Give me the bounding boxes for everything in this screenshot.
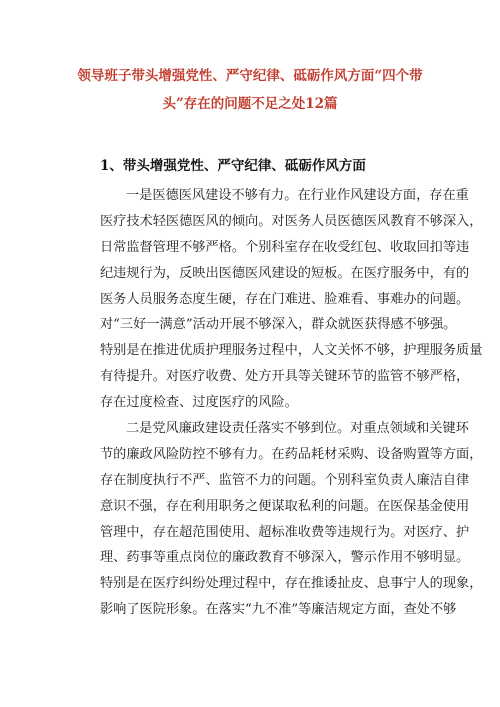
paragraph-1-line-3: 日常监督管理不够严格。个别科室存在收受红包、收取回扣等违: [100, 239, 470, 255]
paragraph-1-line-6: 对“三好一满意”活动开展不够深入，群众就医获得感不够强。: [100, 317, 457, 333]
paragraph-1-line-9: 存在过度检查、过度医疗的风险。: [100, 395, 298, 411]
paragraph-1-line-7: 特别是在推进优质护理服务过程中，人文关怀不够，护理服务质量: [100, 343, 483, 359]
paragraph-2-line-5: 管理中，存在超范围使用、超标准收费等违规行为。对医疗、护: [100, 524, 470, 540]
document-title-line-1: 领导班子带头增强党性、严守纪律、砥砺作风方面“四个带: [77, 68, 423, 84]
paragraph-2-line-6: 理、药事等重点岗位的廉政教育不够深入，警示作用不够明显。: [100, 550, 470, 566]
document-title: [60, 62, 440, 118]
paragraph-1-line-8: 有待提升。对医疗收费、处方开具等关键环节的监管不够严格，: [100, 369, 470, 385]
document-body: [100, 183, 483, 623]
section-1-heading: 1、带头增强党性、严守纪律、砥砺作风方面: [100, 158, 366, 174]
paragraph-1-line-2: 医疗技术轻医德医风的倾向。对医务人员医德医风教育不够深入，: [100, 213, 483, 229]
paragraph-1-line-5: 医务人员服务态度生硬，存在门难进、脸难看、事难办的问题。: [100, 291, 470, 307]
document-title-line-2: 头”存在的问题不足之处12篇: [162, 96, 338, 112]
paragraph-2-line-8: 影响了医院形象。在落实“九不准”等廉洁规定方面，查处不够: [100, 602, 457, 618]
paragraph-2-line-7: 特别是在医疗纠纷处理过程中，存在推诿扯皮、息事宁人的现象，: [100, 576, 483, 592]
paragraph-2-line-4: 意识不强，存在利用职务之便谋取私利的问题。在医保基金使用: [100, 498, 470, 514]
paragraph-2-line-1: 二是党风廉政建设责任落实不够到位。对重点领域和关键环: [126, 421, 469, 437]
paragraph-2-line-2: 节的廉政风险防控不够有力。在药品耗材采购、设备购置等方面，: [100, 446, 483, 462]
paragraph-2-line-3: 存在制度执行不严、监管不力的问题。个别科室负责人廉洁自律: [100, 472, 470, 488]
paragraph-1-line-1: 一是医德医风建设不够有力。在行业作风建设方面，存在重: [126, 188, 469, 203]
paragraph-1-line-4: 纪违规行为，反映出医德医风建设的短板。在医疗服务中，有的: [100, 265, 470, 281]
